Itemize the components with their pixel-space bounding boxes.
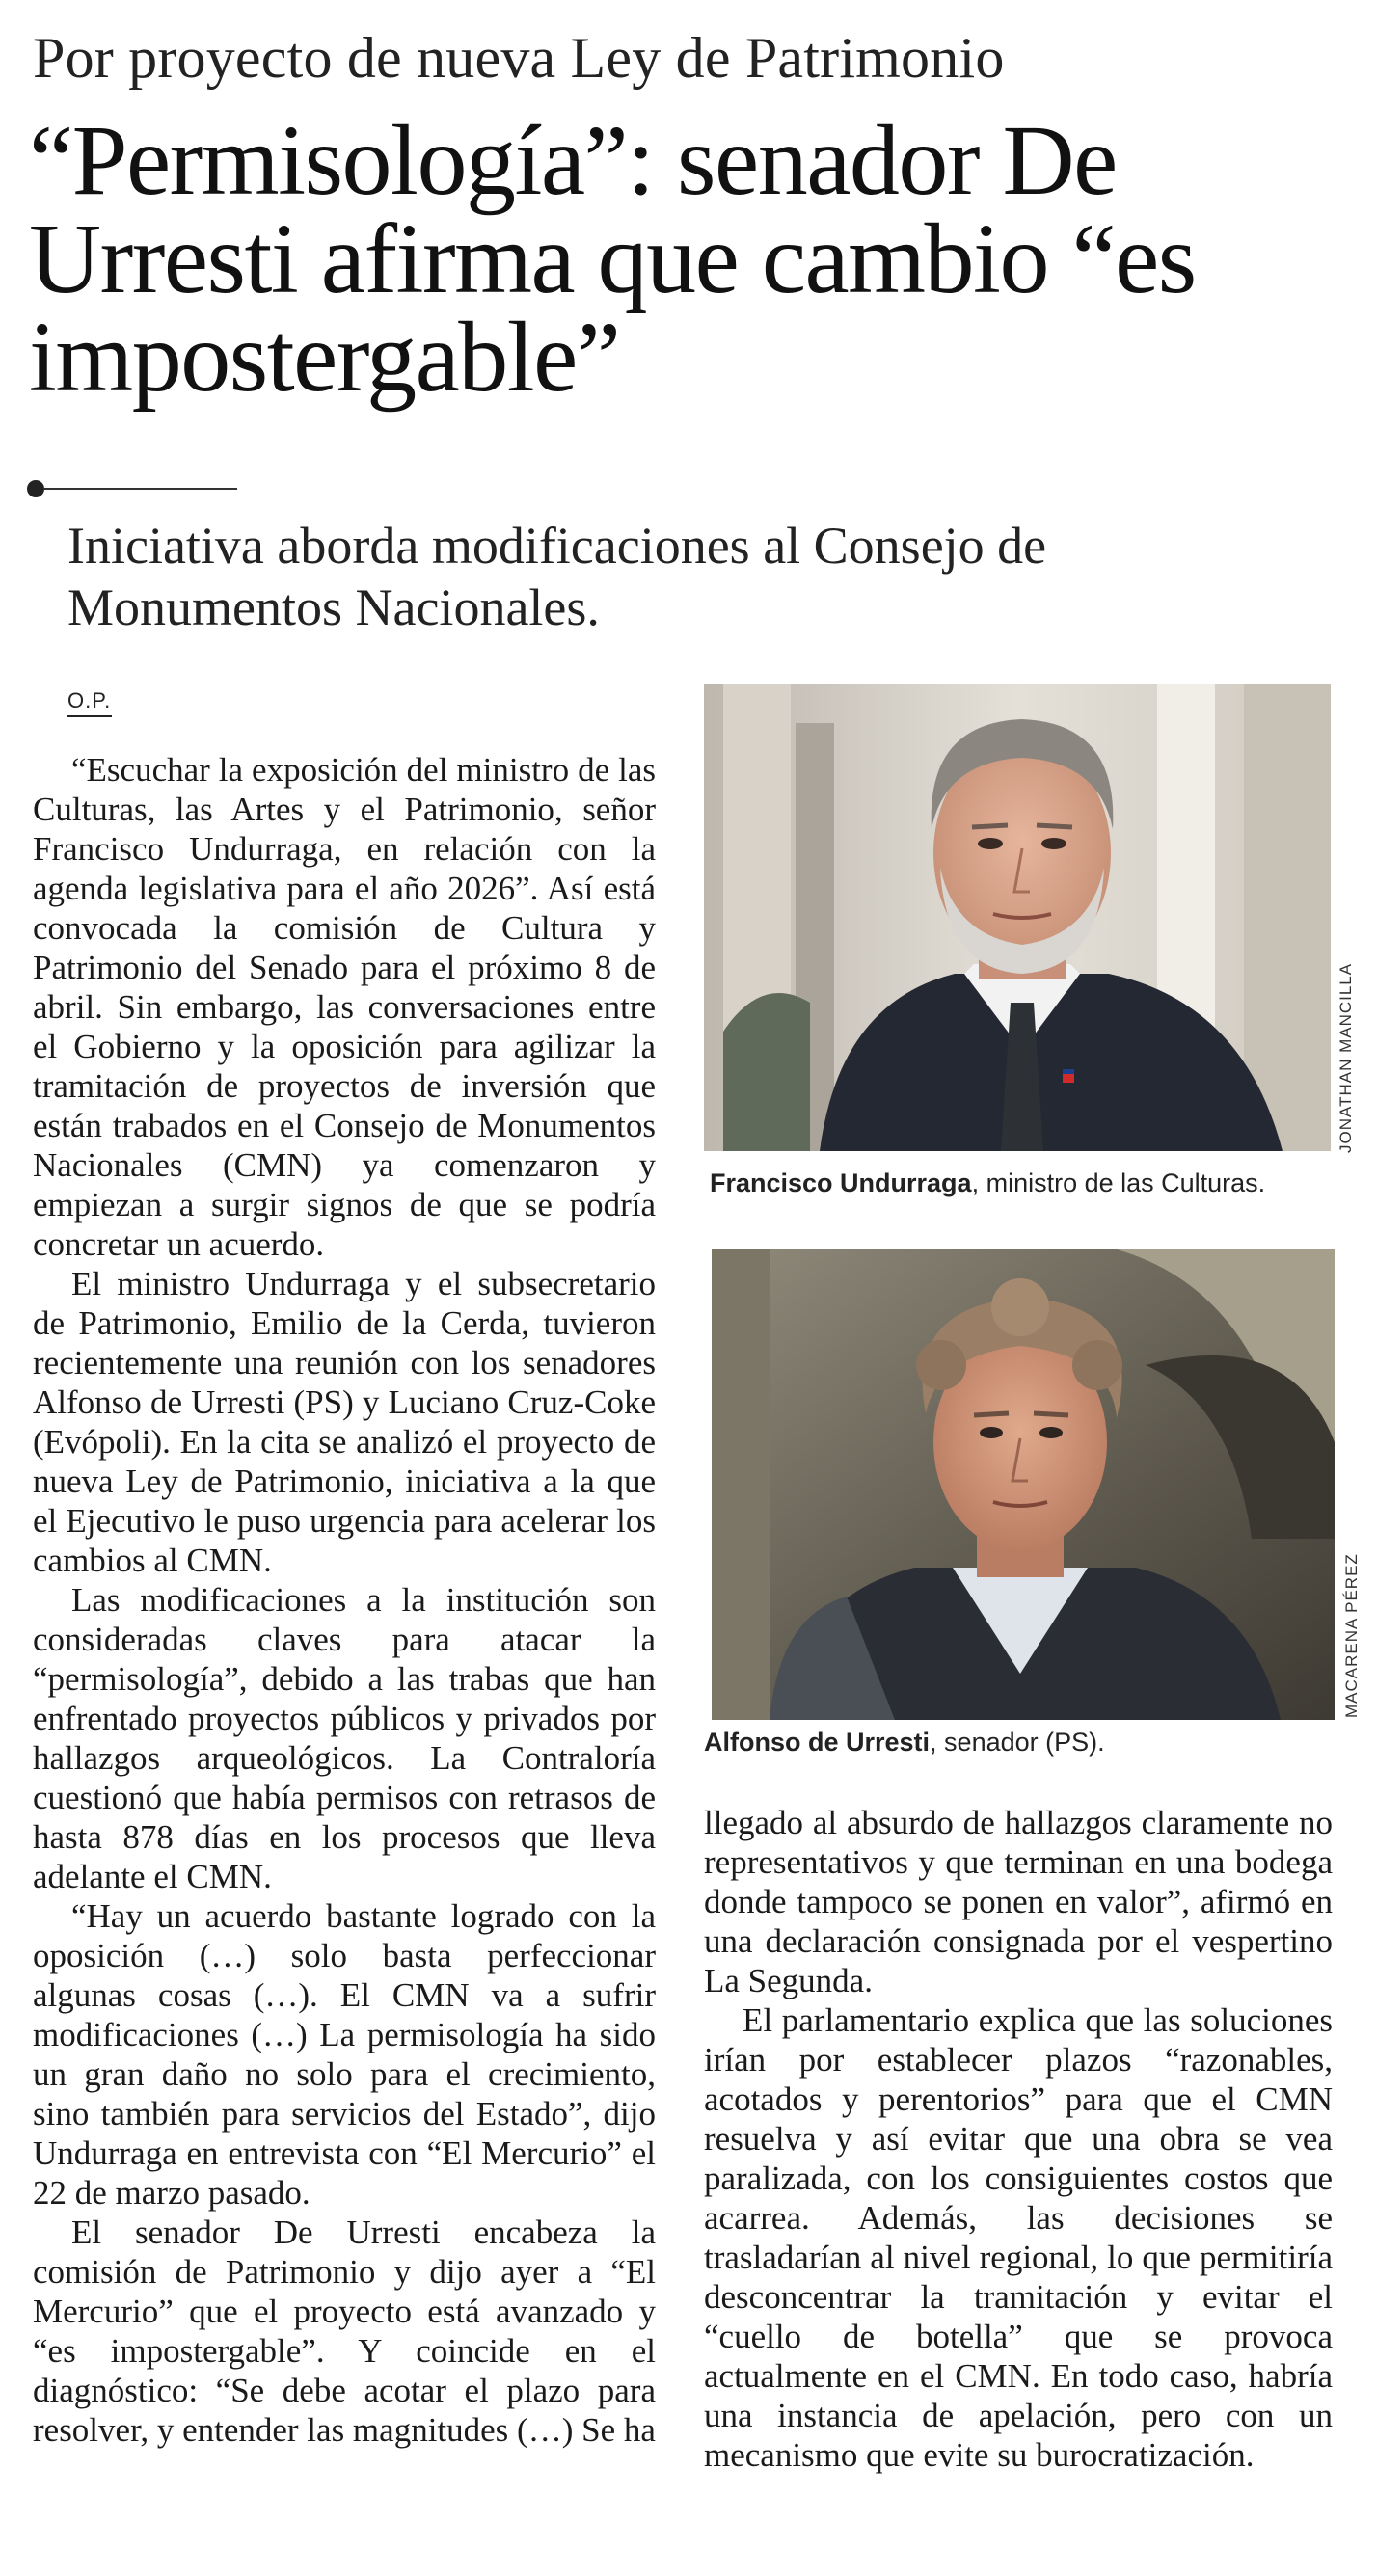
photo-credit: MACARENA PÉREZ [1342,1553,1361,1718]
byline-underline [68,715,112,717]
portrait-image [712,1249,1335,1720]
caption-name: Francisco Undurraga [710,1168,972,1197]
paragraph: llegado al absurdo de hallazgos claramente no representativos y que terminan en una bodega donde tampoco se ponen en valor”, afirmó en una declaración consignada por el vespertino La Segunda. [704,1804,1333,1999]
photo-credit: JONATHAN MANCILLA [1336,962,1355,1153]
photo-caption [710,1168,1265,1198]
article-kicker: Por proyecto de nueva Ley de Patrimonio [33,26,1005,90]
paragraph: Las modificaciones a la institución son consideradas claves para atacar la “permisología”, debido a las trabas que han enfrentado proyectos públicos y privados por hallazgos arqueológicos. La Contraloría cuestionó que había permisos con retrasos de hasta 878 días en los procesos que lleva adelante el CMN. [33,1581,656,1895]
paragraph: “Hay un acuerdo bastante logrado con la oposición (…) solo basta perfeccionar algunas cosas (…). El CMN va a sufrir modificaciones (…) La permisología ha sido un gran daño no solo para el crecimiento, sino también para servicios del Estado”, dijo Undurraga en entrevista con “El Mercurio” el 22 de marzo pasado. [33,1897,656,2212]
body-column-right [704,1803,1333,2475]
bullet-dot [27,480,44,497]
divider-line [44,488,237,490]
caption-text: , ministro de las Culturas. [971,1168,1266,1197]
paragraph: El senador De Urresti encabeza la comisión de Patrimonio y dijo ayer a “El Mercurio” que el proyecto está avanzado y “es impostergable”. Y coincide en el diagnóstico: “Se debe acotar el plazo para resolver, y entender las magnitudes (…) Se ha [33,2214,656,2449]
article-headline: “Permisología”: senador De Urresti afirma que cambio “es impostergable” [29,105,1196,413]
portrait-image [704,684,1331,1151]
photo-alfonso-de-urresti [712,1249,1335,1720]
caption-name: Alfonso de Urresti [704,1728,931,1757]
byline: O.P. [68,688,112,712]
photo-francisco-undurraga [704,684,1331,1151]
paragraph: El parlamentario explica que las soluciones irían por establecer plazos “razonables, acotados y perentorios” para que el CMN resuelva y así evitar que una obra se vea paralizada, con los consiguientes costos que acarrea. Además, las decisiones se trasladarían al nivel regional, lo que permitiría desconcentrar la tramitación y evitar el “cuello de botella” que se provoca actualmente en el CMN. En todo caso, habría una instancia de apelación, pero con un mecanismo que evite su burocratización. [704,2001,1333,2474]
paragraph: “Escuchar la exposición del ministro de las Culturas, las Artes y el Patrimonio, señor Francisco Undurraga, en relación con la agenda legislativa para el año 2026”. Así está convocada la comisión de Cultura y Patrimonio del Senado para el próximo 8 de abril. Sin embargo, las conversaciones entre el Gobierno y la oposición para agilizar la tramitación de proyectos de inversión que están trabados en el Consejo de Monumentos Nacionales (CMN) ya comenzaron y empiezan a surgir signos de que se podría concretar un acuerdo. [33,751,656,1263]
body-column-left [33,750,656,2450]
paragraph: El ministro Undurraga y el subsecretario de Patrimonio, Emilio de la Cerda, tuvieron recientemente una reunión con los senadores Alfonso de Urresti (PS) y Luciano Cruz-Coke (Evópoli). En la cita se analizó el proyecto de nueva Ley de Patrimonio, iniciativa a la que el Ejecutivo le puso urgencia para acelerar los cambios al CMN. [33,1265,656,1579]
caption-text: , senador (PS). [930,1728,1105,1757]
article-deck: Iniciativa aborda modificaciones al Consejo de Monumentos Nacionales. [68,517,1047,636]
photo-caption [704,1728,1105,1758]
